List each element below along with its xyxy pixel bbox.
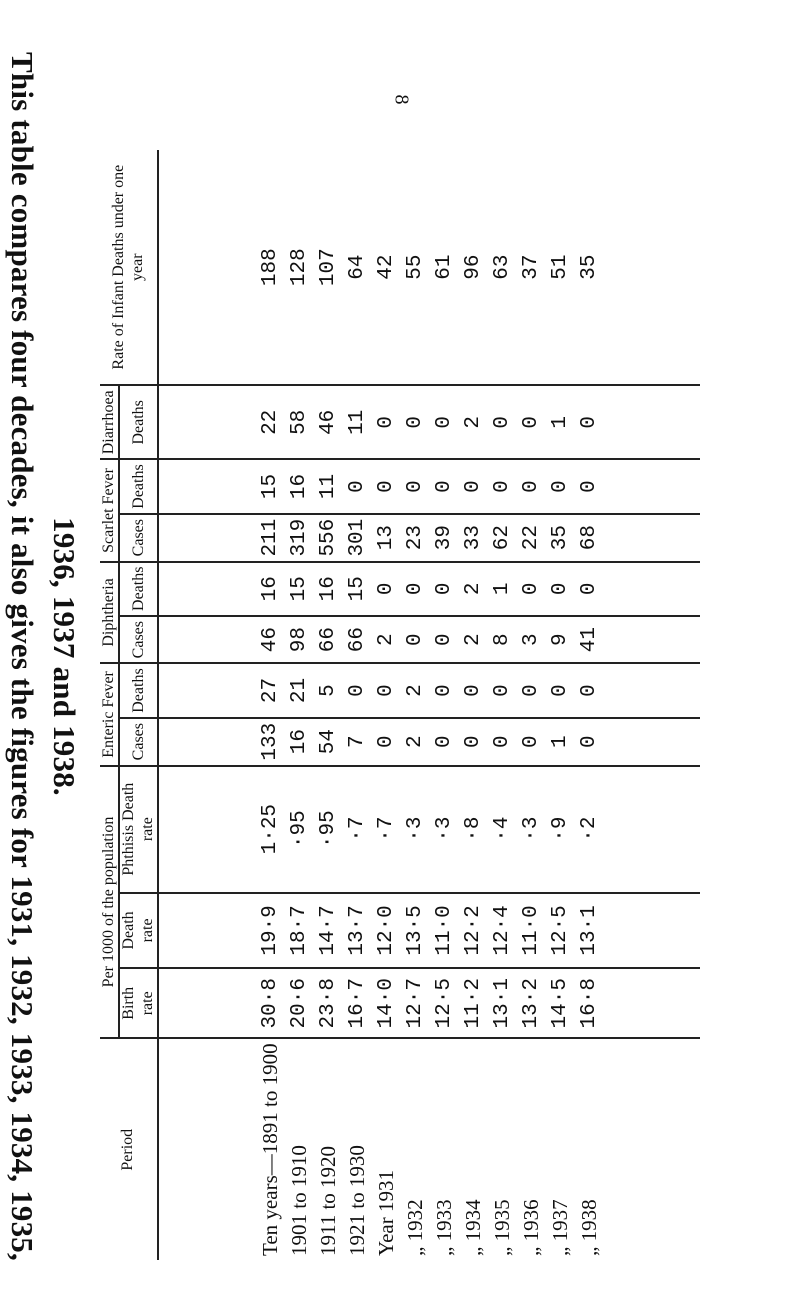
period-cell: 1921 to 1930 xyxy=(344,1145,369,1256)
infant-rate-cell: 188 xyxy=(258,248,282,287)
diphtheria-deaths-cell: 0 xyxy=(432,582,456,596)
enteric-cases-column xyxy=(158,718,700,766)
diarrhoea-deaths-cell: 0 xyxy=(490,416,514,429)
diphtheria-deaths-cell: 15 xyxy=(345,576,369,602)
header-period: Period xyxy=(100,1038,158,1260)
header-birth-rate: Birth rate xyxy=(119,968,158,1038)
diphtheria-cases-cell: 66 xyxy=(345,627,369,653)
scarlet-cases-cell: 13 xyxy=(374,525,398,551)
phthisis-rate-cell: ·9 xyxy=(548,816,572,842)
infant-rate-cell: 42 xyxy=(374,254,398,280)
infant-rate-cell: 64 xyxy=(345,254,369,280)
enteric-cases-cell: 0 xyxy=(519,735,543,748)
death-rate-cell: 13·7 xyxy=(345,905,369,956)
phthisis-rate-cell: ·3 xyxy=(403,816,427,842)
birth-rate-cell: 13·2 xyxy=(519,978,543,1029)
period-cell: „ 1937 xyxy=(547,1199,572,1256)
enteric-deaths-cell: 0 xyxy=(490,684,514,697)
enteric-deaths-cell: 5 xyxy=(316,684,340,697)
phthisis-rate-cell: ·95 xyxy=(316,810,340,849)
period-cell: „ 1933 xyxy=(431,1199,456,1256)
phthisis-rate-cell: ·3 xyxy=(519,816,543,842)
enteric-cases-cell: 0 xyxy=(432,735,456,748)
scarlet-deaths-cell: 0 xyxy=(345,480,369,493)
enteric-deaths-column xyxy=(158,663,700,717)
header-scarlet-deaths: Deaths xyxy=(119,459,158,513)
scarlet-cases-cell: 23 xyxy=(403,525,427,551)
period-cell: Ten years—1891 to 1900 xyxy=(257,1043,282,1256)
scarlet-cases-cell: 68 xyxy=(577,525,601,551)
birth-rate-cell: 12·5 xyxy=(432,978,456,1029)
scarlet-deaths-column xyxy=(158,459,700,513)
scarlet-deaths-cell: 16 xyxy=(287,473,311,500)
statistics-table-box xyxy=(100,150,700,1260)
enteric-deaths-cell: 0 xyxy=(548,684,572,697)
period-cell: „ 1936 xyxy=(518,1199,543,1256)
birth-rate-column xyxy=(158,968,700,1038)
enteric-cases-cell: 0 xyxy=(374,735,398,748)
enteric-deaths-cell: 2 xyxy=(403,684,427,697)
period-cell: „ 1932 xyxy=(402,1199,427,1256)
birth-rate-cell: 20·6 xyxy=(287,978,311,1029)
diphtheria-deaths-cell: 0 xyxy=(519,582,543,596)
diarrhoea-deaths-cell: 0 xyxy=(374,416,398,429)
diarrhoea-deaths-cell: 1 xyxy=(548,416,572,429)
infant-rate-cell: 37 xyxy=(519,254,543,280)
scarlet-cases-cell: 22 xyxy=(519,525,543,551)
birth-rate-cell: 14·5 xyxy=(548,978,572,1029)
scarlet-cases-cell: 39 xyxy=(432,525,456,551)
diarrhoea-deaths-cell: 46 xyxy=(316,409,340,435)
death-rate-cell: 13·5 xyxy=(403,905,427,956)
header-diarrhoea-deaths: Deaths xyxy=(119,385,158,459)
scarlet-deaths-cell: 0 xyxy=(548,480,572,493)
scarlet-deaths-cell: 0 xyxy=(403,480,427,493)
diphtheria-deaths-cell: 0 xyxy=(403,582,427,596)
death-rate-cell: 19·9 xyxy=(258,905,282,956)
birth-rate-cell: 16·8 xyxy=(577,978,601,1029)
birth-rate-cell: 23·8 xyxy=(316,978,340,1029)
enteric-cases-cell: 1 xyxy=(548,735,572,748)
diphtheria-cases-cell: 2 xyxy=(374,633,398,646)
infant-rate-cell: 35 xyxy=(577,254,601,280)
death-rate-cell: 12·2 xyxy=(461,905,485,956)
infant-rate-cell: 63 xyxy=(490,254,514,280)
diphtheria-cases-cell: 46 xyxy=(258,627,282,653)
death-rate-cell: 12·0 xyxy=(374,905,398,956)
phthisis-rate-cell: ·8 xyxy=(461,816,485,842)
period-cell: „ 1935 xyxy=(489,1199,514,1256)
death-rate-column xyxy=(158,893,700,968)
diphtheria-deaths-cell: 0 xyxy=(374,582,398,596)
scarlet-deaths-cell: 0 xyxy=(490,480,514,493)
enteric-deaths-cell: 21 xyxy=(287,677,311,704)
header-diarrhoea: Diarrhoea xyxy=(100,385,119,459)
enteric-cases-cell: 2 xyxy=(403,735,427,748)
diphtheria-cases-cell: 2 xyxy=(461,633,485,646)
diphtheria-deaths-cell: 16 xyxy=(258,576,282,602)
birth-rate-cell: 16·7 xyxy=(345,978,369,1029)
statistics-table xyxy=(100,150,700,1260)
phthisis-rate-cell: ·7 xyxy=(374,816,398,842)
scarlet-cases-cell: 301 xyxy=(345,518,369,557)
header-phthisis-rate: Phthisis Death rate xyxy=(119,766,158,893)
caption-line-1: This table compares four decades, it also gives the figures for 1931, 1932, 1933, 1934, 1935, xyxy=(5,52,40,1261)
death-rate-cell: 13·1 xyxy=(577,905,601,956)
table-body-row xyxy=(158,150,700,1260)
diarrhoea-deaths-cell: 0 xyxy=(577,416,601,429)
diphtheria-cases-cell: 8 xyxy=(490,633,514,646)
diphtheria-cases-cell: 9 xyxy=(548,633,572,646)
enteric-deaths-cell: 0 xyxy=(577,684,601,697)
header-infant-rate: Rate of Infant Deaths under one year xyxy=(100,150,158,385)
scarlet-cases-cell: 556 xyxy=(316,518,340,557)
period-column xyxy=(158,1038,700,1260)
diphtheria-deaths-cell: 0 xyxy=(548,582,572,596)
infant-rate-cell: 128 xyxy=(287,248,311,287)
header-diphtheria-deaths: Deaths xyxy=(119,562,158,616)
diphtheria-cases-cell: 66 xyxy=(316,627,340,653)
phthisis-rate-cell: ·3 xyxy=(432,816,456,842)
diarrhoea-deaths-cell: 0 xyxy=(432,416,456,429)
caption-line-2: 1936, 1937 and 1938. xyxy=(47,517,82,796)
header-enteric-cases: Cases xyxy=(119,718,158,766)
enteric-deaths-cell: 0 xyxy=(432,684,456,697)
enteric-cases-cell: 16 xyxy=(287,729,311,755)
scarlet-deaths-cell: 11 xyxy=(316,473,340,500)
birth-rate-cell: 11·2 xyxy=(461,978,485,1029)
diphtheria-deaths-cell: 1 xyxy=(490,582,514,596)
infant-rate-cell: 96 xyxy=(461,254,485,280)
diarrhoea-deaths-cell: 22 xyxy=(258,409,282,435)
scarlet-cases-cell: 211 xyxy=(258,518,282,557)
diphtheria-cases-cell: 98 xyxy=(287,627,311,653)
infant-rate-column xyxy=(158,150,700,385)
infant-rate-cell: 51 xyxy=(548,254,572,280)
death-rate-cell: 11·0 xyxy=(519,905,543,956)
diphtheria-deaths-column xyxy=(158,562,700,616)
birth-rate-cell: 14·0 xyxy=(374,978,398,1029)
enteric-cases-cell: 0 xyxy=(577,735,601,748)
page-number: 8 xyxy=(390,94,413,105)
scarlet-deaths-cell: 0 xyxy=(519,480,543,493)
diphtheria-cases-cell: 3 xyxy=(519,633,543,646)
diarrhoea-deaths-column xyxy=(158,385,700,459)
enteric-deaths-cell: 27 xyxy=(258,677,282,704)
birth-rate-cell: 12·7 xyxy=(403,978,427,1029)
phthisis-rate-column xyxy=(158,766,700,893)
header-diphtheria-cases: Cases xyxy=(119,616,158,663)
infant-rate-cell: 55 xyxy=(403,254,427,280)
header-per-1000: Per 1000 of the population xyxy=(100,766,119,1039)
header-scarlet-cases: Cases xyxy=(119,514,158,562)
diphtheria-cases-cell: 41 xyxy=(577,627,601,653)
enteric-cases-cell: 54 xyxy=(316,729,340,755)
header-scarlet: Scarlet Fever xyxy=(100,459,119,561)
header-enteric: Enteric Fever xyxy=(100,663,119,765)
phthisis-rate-cell: ·2 xyxy=(577,816,601,842)
death-rate-cell: 14·7 xyxy=(316,905,340,956)
diphtheria-deaths-cell: 16 xyxy=(316,576,340,602)
infant-rate-cell: 61 xyxy=(432,254,456,280)
diphtheria-deaths-cell: 2 xyxy=(461,582,485,596)
header-diphtheria: Diphtheria xyxy=(100,562,119,664)
phthisis-rate-cell: 1·25 xyxy=(258,803,282,855)
enteric-cases-cell: 0 xyxy=(490,735,514,748)
enteric-cases-cell: 0 xyxy=(461,735,485,748)
enteric-deaths-cell: 0 xyxy=(461,684,485,697)
period-cell: 1911 to 1920 xyxy=(315,1145,340,1256)
enteric-cases-cell: 133 xyxy=(258,722,282,761)
diarrhoea-deaths-cell: 2 xyxy=(461,416,485,429)
enteric-deaths-cell: 0 xyxy=(345,684,369,697)
scarlet-cases-cell: 62 xyxy=(490,525,514,551)
scarlet-deaths-cell: 15 xyxy=(258,473,282,500)
period-cell: Year 1931 xyxy=(373,1170,398,1256)
diphtheria-cases-column xyxy=(158,616,700,663)
diarrhoea-deaths-cell: 0 xyxy=(519,416,543,429)
scarlet-deaths-cell: 0 xyxy=(374,480,398,493)
scarlet-cases-cell: 33 xyxy=(461,525,485,551)
birth-rate-cell: 13·1 xyxy=(490,978,514,1029)
enteric-deaths-cell: 0 xyxy=(374,684,398,697)
scarlet-cases-cell: 35 xyxy=(548,525,572,551)
diphtheria-cases-cell: 0 xyxy=(403,633,427,646)
diphtheria-deaths-cell: 15 xyxy=(287,576,311,602)
diarrhoea-deaths-cell: 0 xyxy=(403,416,427,429)
diarrhoea-deaths-cell: 58 xyxy=(287,409,311,435)
death-rate-cell: 12·4 xyxy=(490,905,514,956)
death-rate-cell: 12·5 xyxy=(548,905,572,956)
period-cell: „ 1938 xyxy=(576,1199,601,1256)
enteric-cases-cell: 7 xyxy=(345,735,369,748)
diarrhoea-deaths-cell: 11 xyxy=(345,409,369,435)
infant-rate-cell: 107 xyxy=(316,248,340,287)
scarlet-cases-cell: 319 xyxy=(287,518,311,557)
period-cell: „ 1934 xyxy=(460,1199,485,1256)
birth-rate-cell: 30·8 xyxy=(258,978,282,1029)
phthisis-rate-cell: ·7 xyxy=(345,816,369,842)
death-rate-cell: 18·7 xyxy=(287,905,311,956)
phthisis-rate-cell: ·95 xyxy=(287,810,311,849)
scarlet-deaths-cell: 0 xyxy=(461,480,485,493)
header-death-rate: Death rate xyxy=(119,893,158,968)
scarlet-deaths-cell: 0 xyxy=(577,480,601,493)
header-enteric-deaths: Deaths xyxy=(119,663,158,717)
scarlet-deaths-cell: 0 xyxy=(432,480,456,493)
diphtheria-deaths-cell: 0 xyxy=(577,582,601,596)
period-cell: 1901 to 1910 xyxy=(286,1145,311,1256)
death-rate-cell: 11·0 xyxy=(432,905,456,956)
diphtheria-cases-cell: 0 xyxy=(432,633,456,646)
enteric-deaths-cell: 0 xyxy=(519,684,543,697)
phthisis-rate-cell: ·4 xyxy=(490,816,514,842)
scarlet-cases-column xyxy=(158,514,700,562)
